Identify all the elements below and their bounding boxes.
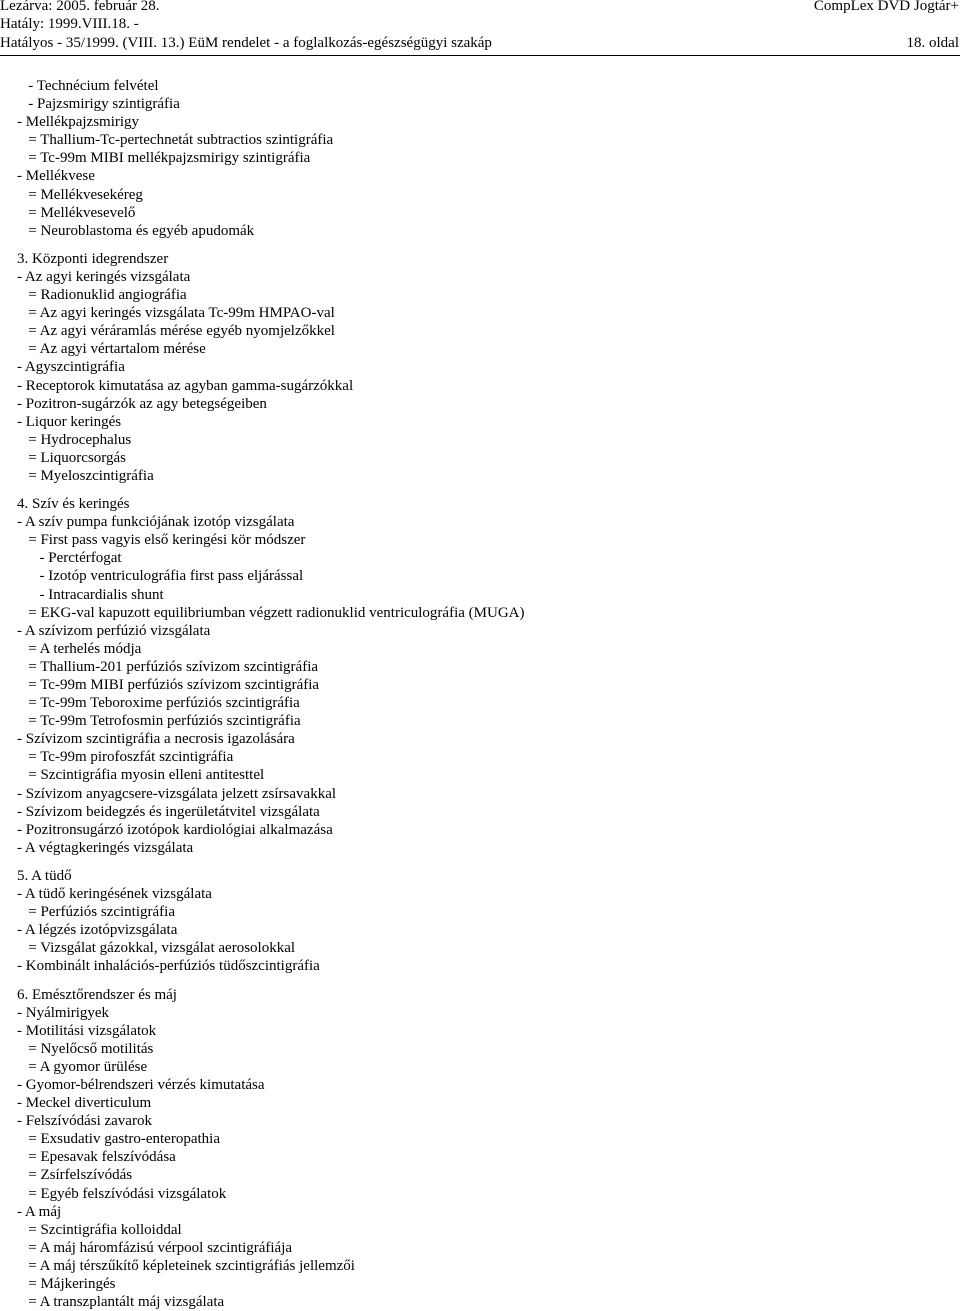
text-line: = Epesavak felszívódása [17, 1148, 947, 1166]
text-line: = Radionuklid angiográfia [17, 286, 947, 304]
text-line: - Kombinált inhalációs-perfúziós tüdőszcintigráfia [17, 957, 947, 975]
text-line: = Szcintigráfia kolloiddal [17, 1221, 947, 1239]
text-line: - A végtagkeringés vizsgálata [17, 839, 947, 857]
text-line: = Egyéb felszívódási vizsgálatok [17, 1185, 947, 1203]
text-line: - Szívizom szcintigráfia a necrosis igazolására [17, 730, 947, 748]
text-line: - Technécium felvétel [17, 77, 947, 95]
text-line: - Szívizom beidegzés és ingerületátvitel vizsgálata [17, 803, 947, 821]
section-gap [17, 485, 947, 495]
text-line: 3. Központi idegrendszer [17, 250, 947, 268]
text-line: = Tc-99m MIBI mellékpajzsmirigy szintigráfia [17, 149, 947, 167]
text-line: 6. Emésztőrendszer és máj [17, 986, 947, 1004]
text-line: = Zsírfelszívódás [17, 1166, 947, 1184]
text-line: 5. A tüdő [17, 867, 947, 885]
header-divider [0, 55, 960, 56]
text-line: - A szívizom perfúzió vizsgálata [17, 622, 947, 640]
section [17, 77, 947, 240]
text-line: = A máj térszűkítő képleteinek szcintigráfiás jellemzői [17, 1257, 947, 1275]
text-line: = Nyelőcső motilitás [17, 1040, 947, 1058]
text-line: - Gyomor-bélrendszeri vérzés kimutatása [17, 1076, 947, 1094]
text-line: = Tc-99m pirofoszfát szcintigráfia [17, 748, 947, 766]
text-line: - A máj [17, 1203, 947, 1221]
text-line: = Tc-99m MIBI perfúziós szívizom szcintigráfia [17, 676, 947, 694]
text-line: = Tc-99m Teboroxime perfúziós szcintigráfia [17, 694, 947, 712]
text-line: = Perfúziós szcintigráfia [17, 903, 947, 921]
text-line: = Liquorcsorgás [17, 449, 947, 467]
text-line: = Mellékvesekéreg [17, 186, 947, 204]
text-line: - Nyálmirigyek [17, 1004, 947, 1022]
text-line: = EKG-val kapuzott equilibriumban végzett radionuklid ventriculográfia (MUGA) [17, 604, 947, 622]
text-line: = First pass vagyis első keringési kör módszer [17, 531, 947, 549]
closing-date: Lezárva: 2005. február 28. [0, 0, 160, 15]
section [17, 495, 947, 857]
text-line: - Mellékpajzsmirigy [17, 113, 947, 131]
document-body [17, 77, 947, 1311]
text-line: = Neuroblastoma és egyéb apudomák [17, 222, 947, 240]
text-line: - Pajzsmirigy szintigráfia [17, 95, 947, 113]
text-line: - Meckel diverticulum [17, 1094, 947, 1112]
text-line: = Exsudativ gastro-enteropathia [17, 1130, 947, 1148]
text-line: = Thallium-Tc-pertechnetát subtractios szintigráfia [17, 131, 947, 149]
document-title: Hatályos - 35/1999. (VIII. 13.) EüM rendelet - a foglalkozás-egészségügyi szakáp [0, 34, 492, 52]
text-line: = Myeloszcintigráfia [17, 467, 947, 485]
text-line: - Receptorok kimutatása az agyban gamma-sugárzókkal [17, 377, 947, 395]
text-line: - Pozitronsugárzó izotópok kardiológiai alkalmazása [17, 821, 947, 839]
text-line: - Az agyi keringés vizsgálata [17, 268, 947, 286]
text-line: = A gyomor ürülése [17, 1058, 947, 1076]
text-line: - A légzés izotópvizsgálata [17, 921, 947, 939]
text-line: - Felszívódási zavarok [17, 1112, 947, 1130]
text-line: = Májkeringés [17, 1275, 947, 1293]
section [17, 250, 947, 485]
text-line: - Izotóp ventriculográfia first pass eljárással [17, 567, 947, 585]
text-line: = Tc-99m Tetrofosmin perfúziós szcintigráfia [17, 712, 947, 730]
page-number: 18. oldal [907, 34, 960, 52]
effective-date: Hatály: 1999.VIII.18. - [0, 15, 139, 33]
text-line: = Hydrocephalus [17, 431, 947, 449]
text-line: - Szívizom anyagcsere-vizsgálata jelzett zsírsavakkal [17, 785, 947, 803]
text-line: = Szcintigráfia myosin elleni antitesttel [17, 766, 947, 784]
text-line: - Liquor keringés [17, 413, 947, 431]
text-line: = Az agyi keringés vizsgálata Tc-99m HMPAO-val [17, 304, 947, 322]
text-line: - A tüdő keringésének vizsgálata [17, 885, 947, 903]
section-gap [17, 240, 947, 250]
text-line: - Perctérfogat [17, 549, 947, 567]
section-gap [17, 976, 947, 986]
text-line: - Agyszcintigráfia [17, 358, 947, 376]
text-line: = Az agyi véráramlás mérése egyéb nyomjelzőkkel [17, 322, 947, 340]
text-line: - Motilitási vizsgálatok [17, 1022, 947, 1040]
text-line: - Mellékvese [17, 167, 947, 185]
text-line: - Pozitron-sugárzók az agy betegségeiben [17, 395, 947, 413]
section [17, 867, 947, 976]
text-line: = A transzplantált máj vizsgálata [17, 1293, 947, 1311]
text-line: = Vizsgálat gázokkal, vizsgálat aerosolokkal [17, 939, 947, 957]
text-line: = Az agyi vértartalom mérése [17, 340, 947, 358]
text-line: 4. Szív és keringés [17, 495, 947, 513]
text-line: - Intracardialis shunt [17, 586, 947, 604]
section-gap [17, 857, 947, 867]
text-line: = Thallium-201 perfúziós szívizom szcintigráfia [17, 658, 947, 676]
product-name: CompLex DVD Jogtár+ [814, 0, 959, 15]
text-line: = A terhelés módja [17, 640, 947, 658]
section [17, 986, 947, 1311]
text-line: = A máj háromfázisú vérpool szcintigráfiája [17, 1239, 947, 1257]
text-line: - A szív pumpa funkciójának izotóp vizsgálata [17, 513, 947, 531]
text-line: = Mellékvesevelő [17, 204, 947, 222]
